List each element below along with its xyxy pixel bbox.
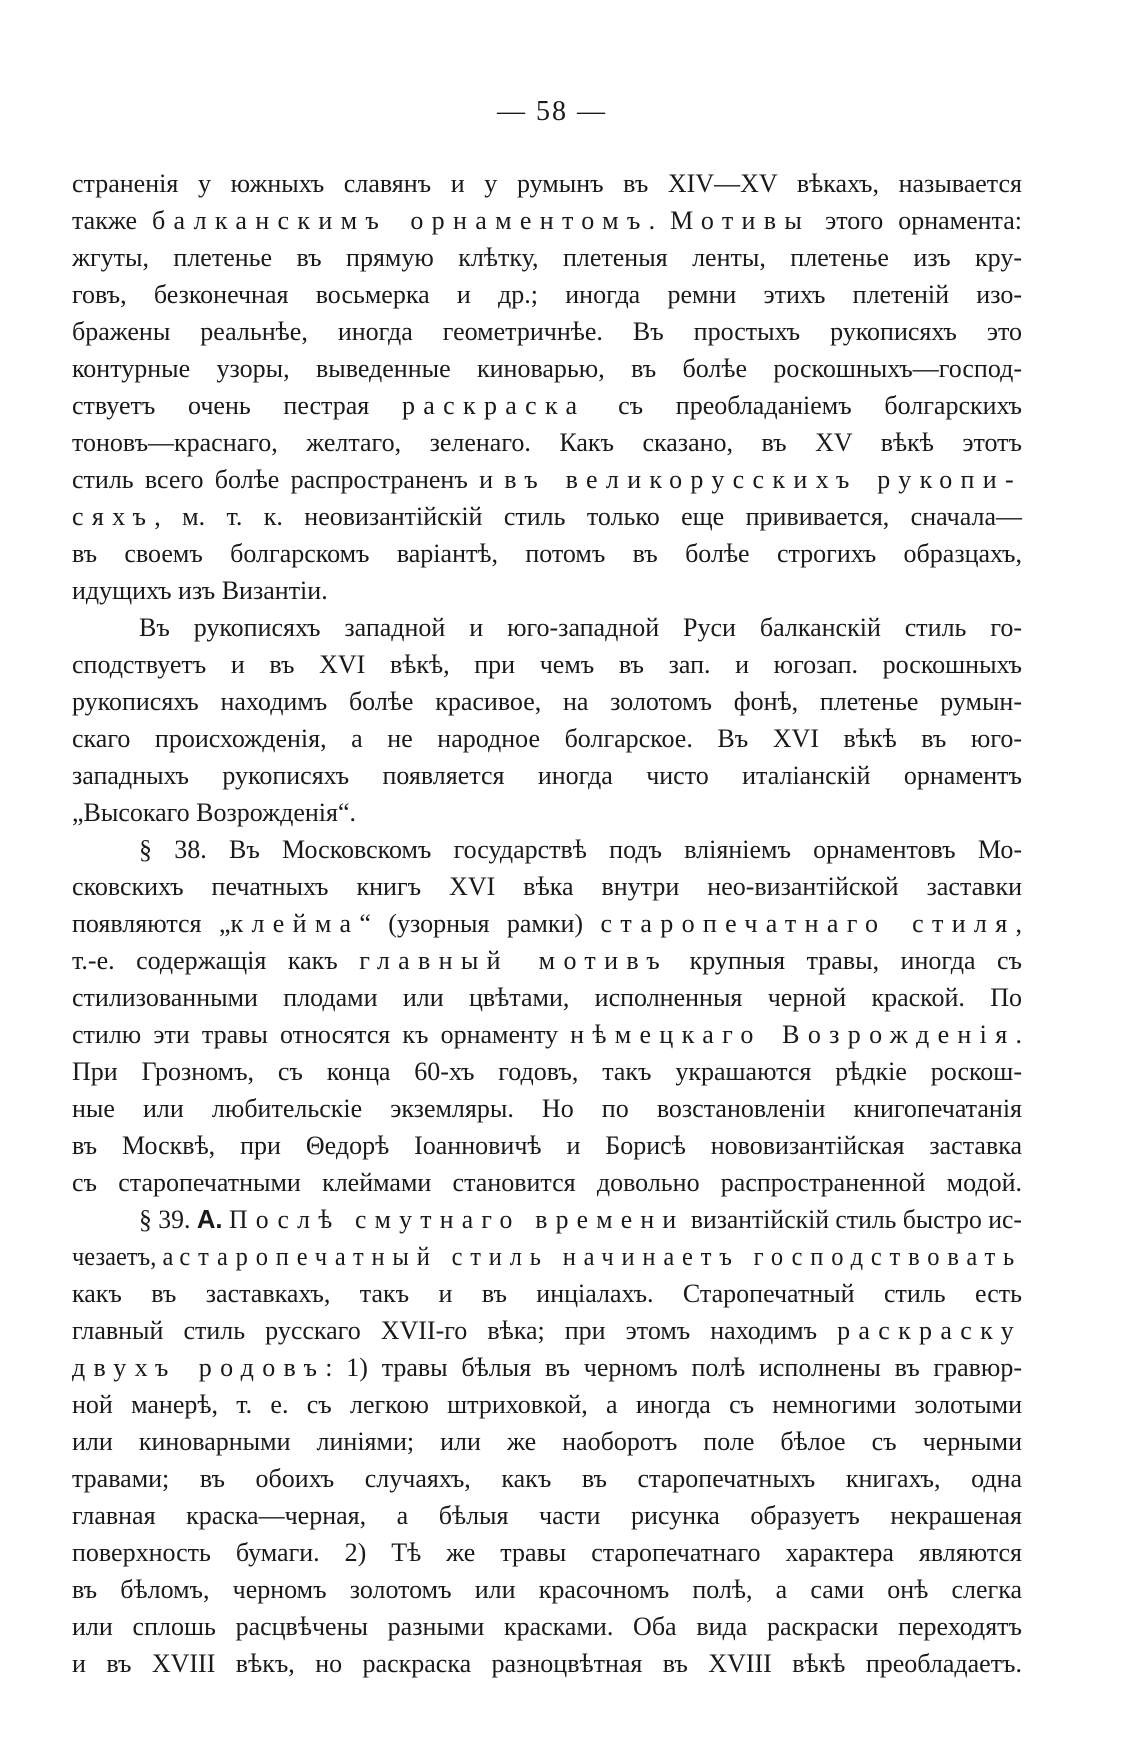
text-line bbox=[72, 794, 1022, 831]
emphasized-text: главный мотивъ bbox=[359, 946, 669, 975]
text-segment: контурные узоры, выведенные киноварью, въ болѣе роскошныхъ—господ- bbox=[72, 354, 1022, 383]
text-line bbox=[72, 979, 1022, 1016]
text-segment: ные или любительскіе экземляры. Но по возстановленіи книгопечатанія bbox=[72, 1094, 1022, 1123]
text-line bbox=[72, 683, 1022, 720]
text-segment: какъ въ заставкахъ, такъ и въ инціалахъ. Старопечатный стиль есть bbox=[72, 1279, 1022, 1308]
text-line bbox=[72, 1053, 1022, 1090]
text-line bbox=[72, 868, 1022, 905]
text-segment: При Грозномъ, съ конца 60-хъ годовъ, такъ украшаются рѣдкіе роскош- bbox=[72, 1057, 1022, 1086]
text-segment: стилю эти травы относятся къ орнаменту bbox=[72, 1020, 571, 1049]
emphasized-text: клейма bbox=[230, 909, 360, 938]
emphasized-text: двухъ родовъ bbox=[72, 1353, 326, 1382]
text-segment: съ преобладаніемъ болгарскихъ bbox=[585, 391, 1022, 420]
text-line bbox=[72, 461, 1022, 498]
text-segment: также bbox=[72, 206, 152, 235]
emphasized-text: раскраску bbox=[837, 1316, 1022, 1345]
text-segment: чезаетъ, а bbox=[72, 1242, 180, 1271]
text-segment: сковскихъ печатныхъ книгъ XVI вѣка внутри нео-византійской заставки bbox=[72, 872, 1022, 901]
text-line bbox=[72, 1460, 1022, 1497]
text-line bbox=[72, 165, 1022, 202]
text-line bbox=[72, 1275, 1022, 1312]
text-segment: говъ, безконечная восьмерка и др.; иногда ремни этихъ плетеній изо- bbox=[72, 280, 1022, 309]
text-line bbox=[72, 1534, 1022, 1571]
page-number: — 58 — bbox=[497, 96, 607, 127]
emphasized-text: старопечатнаго стиля bbox=[600, 909, 1016, 938]
emphasized-text: раскраска bbox=[401, 391, 586, 420]
text-segment: стилизованными плодами или цвѣтами, исполненныя черной краской. По bbox=[72, 983, 1022, 1012]
text-line bbox=[72, 831, 1022, 868]
text-segment: или киноварными линіями; или же наоборотъ поле бѣлое съ черными bbox=[72, 1427, 1022, 1456]
text-segment: “ (узорныя рамки) bbox=[359, 909, 601, 938]
emphasized-text: балканскимъ орнаментомъ bbox=[151, 206, 649, 235]
text-line bbox=[72, 1201, 1022, 1238]
text-line bbox=[72, 313, 1022, 350]
text-segment: сподствуетъ и въ XVI вѣкѣ, при чемъ въ зап. и югозап. роскошныхъ bbox=[72, 650, 1022, 679]
text-line bbox=[72, 350, 1022, 387]
text-segment: бражены реальнѣе, иногда геометричнѣе. Въ простыхъ рукописяхъ это bbox=[72, 317, 1022, 346]
text-line bbox=[72, 572, 1022, 609]
text-segment: крупныя травы, иногда съ bbox=[668, 946, 1022, 975]
text-line bbox=[72, 1608, 1022, 1645]
text-segment: идущихъ изъ Византіи. bbox=[72, 576, 328, 605]
text-segment: т.-е. содержащія какъ bbox=[72, 946, 360, 975]
text-segment: главная краска—черная, а бѣлыя части рисунка образуетъ некрашеная bbox=[72, 1501, 1022, 1530]
text-line bbox=[72, 1164, 1022, 1201]
text-line bbox=[72, 646, 1022, 683]
text-segment: . bbox=[648, 206, 671, 235]
page-text-body bbox=[72, 165, 1022, 1682]
text-segment: жгуты, плетенье въ прямую клѣтку, плетеныя ленты, плетенье изъ кру- bbox=[72, 243, 1022, 272]
text-segment: въ бѣломъ, черномъ золотомъ или красочномъ полѣ, а сами онѣ слегка bbox=[72, 1575, 1022, 1604]
text-line bbox=[72, 1423, 1022, 1460]
text-segment: въ Москвѣ, при Θедорѣ Іоанновичѣ и Борисѣ нововизантійская заставка bbox=[72, 1131, 1022, 1160]
text-segment: тоновъ—краснаго, желтаго, зеленаго. Какъ сказано, въ XV вѣкѣ этотъ bbox=[72, 428, 1022, 457]
text-segment: , bbox=[1015, 909, 1022, 938]
text-line bbox=[72, 1645, 1022, 1682]
text-segment: Въ рукописяхъ западной и юго-западной Руси балканскій стиль го- bbox=[139, 613, 1022, 642]
text-segment: скаго происхожденія, а не народное болгарское. Въ XVI вѣкѣ въ юго- bbox=[72, 724, 1022, 753]
text-segment: западныхъ рукописяхъ появляется иногда чисто италіанскій орнаментъ bbox=[72, 761, 1022, 790]
text-line bbox=[72, 942, 1022, 979]
text-line bbox=[72, 387, 1022, 424]
text-line bbox=[72, 424, 1022, 461]
text-line bbox=[72, 1349, 1022, 1386]
text-segment: съ старопечатными клеймами становится довольно распространенной модой. bbox=[72, 1168, 1022, 1197]
emphasized-text: старопечатный стиль начинаетъ господствовать bbox=[179, 1242, 1023, 1271]
text-segment: этого орнамента: bbox=[810, 206, 1022, 235]
text-segment: византійскій стиль быстро ис- bbox=[684, 1205, 1022, 1234]
text-segment: § 38. Въ Московскомъ государствѣ подъ вліяніемъ орнаментовъ Мо- bbox=[139, 835, 1022, 864]
bold-text: А. bbox=[196, 1204, 223, 1234]
text-line bbox=[72, 905, 1022, 942]
text-line bbox=[72, 276, 1022, 313]
emphasized-text: въ великорусскихъ рукопи- bbox=[504, 465, 1022, 494]
text-line bbox=[72, 1090, 1022, 1127]
text-line bbox=[72, 1127, 1022, 1164]
text-line bbox=[72, 609, 1022, 646]
text-segment: страненія у южныхъ славянъ и у румынъ въ XIV—XV вѣкахъ, называется bbox=[72, 169, 1022, 198]
text-segment: „Высокаго Возрожденія“. bbox=[72, 798, 357, 827]
text-line bbox=[72, 1238, 1022, 1275]
text-line bbox=[72, 498, 1022, 535]
text-segment: травами; въ обоихъ случаяхъ, какъ въ старопечатныхъ книгахъ, одна bbox=[72, 1464, 1022, 1493]
text-line bbox=[72, 720, 1022, 757]
text-segment: стиль всего болѣе распространенъ и bbox=[72, 465, 505, 494]
text-line bbox=[72, 239, 1022, 276]
text-segment: въ своемъ болгарскомъ варіантѣ, потомъ въ болѣе строгихъ образцахъ, bbox=[72, 539, 1022, 568]
text-line bbox=[72, 1386, 1022, 1423]
text-line bbox=[72, 1016, 1022, 1053]
text-line bbox=[72, 757, 1022, 794]
text-segment: появляются „ bbox=[72, 909, 231, 938]
text-segment: главный стиль русскаго XVII-го вѣка; при этомъ находимъ bbox=[72, 1316, 838, 1345]
emphasized-text: нѣмецкаго Возрожденія bbox=[570, 1020, 1016, 1049]
text-line bbox=[72, 535, 1022, 572]
emphasized-text: Послѣ смутнаго времени bbox=[228, 1205, 685, 1234]
text-segment: ной манерѣ, т. е. съ легкою штриховкой, а иногда съ немногими золотыми bbox=[72, 1390, 1022, 1419]
text-segment: рукописяхъ находимъ болѣе красивое, на золотомъ фонѣ, плетенье румын- bbox=[72, 687, 1022, 716]
text-line bbox=[72, 1312, 1022, 1349]
text-segment: ствуетъ очень пестрая bbox=[72, 391, 402, 420]
text-line bbox=[72, 202, 1022, 239]
emphasized-text: сяхъ bbox=[72, 502, 155, 531]
text-segment: , м. т. к. неовизантійскій стиль только еще прививается, сначала— bbox=[154, 502, 1022, 531]
text-segment: : 1) травы бѣлыя въ черномъ полѣ исполнены въ гравюр- bbox=[325, 1353, 1022, 1382]
text-segment: или сплошь расцвѣчены разными красками. Оба вида раскраски переходятъ bbox=[72, 1612, 1022, 1641]
text-segment: поверхность бумаги. 2) Тѣ же травы старопечатнаго характера являются bbox=[72, 1538, 1022, 1567]
text-segment: . bbox=[1015, 1020, 1022, 1049]
text-segment: § 39. bbox=[139, 1205, 197, 1234]
text-segment: и въ XVIII вѣкъ, но раскраска разноцвѣтная въ XVIII вѣкѣ преобладаетъ. bbox=[72, 1649, 1022, 1678]
emphasized-text: Мотивы bbox=[670, 206, 811, 235]
text-line bbox=[72, 1571, 1022, 1608]
text-line bbox=[72, 1497, 1022, 1534]
